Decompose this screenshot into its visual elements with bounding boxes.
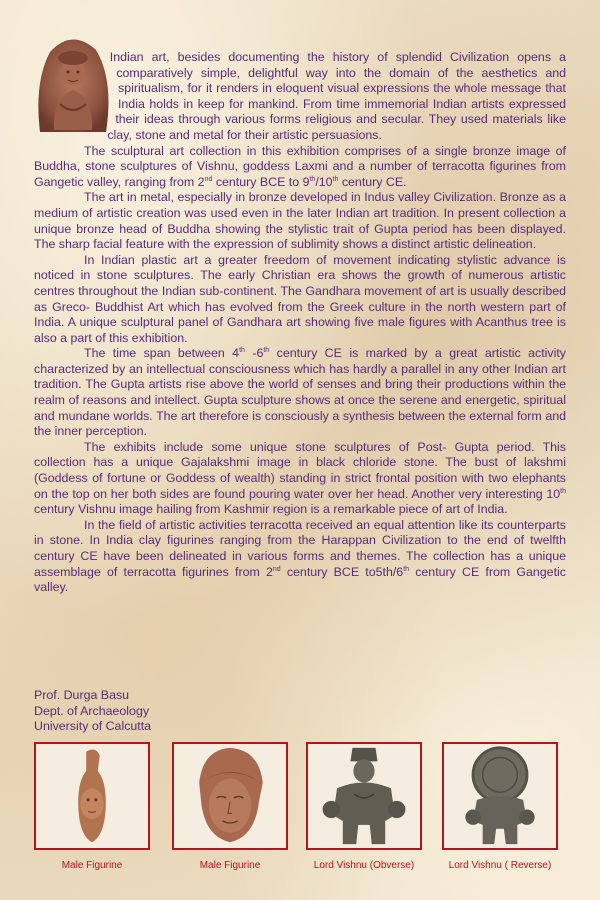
terracotta-head-image — [174, 744, 286, 848]
author-signature — [34, 688, 151, 735]
gallery-caption-2: Male Figurine — [199, 860, 261, 871]
essay-paragraph-3: The art in metal, especially in bronze developed in Indus valley Civilization. Bronze as a medium of artistic creation was used even in the later Indian art tradition. In present collection a unique bronze head of Buddha showing the stylistic trait of Gupta period has been displayed. The sharp facial feature with the expression of sublimity shows a distinct artistic delineation. — [34, 190, 566, 252]
author-name: Prof. Durga Basu — [34, 688, 130, 702]
essay-paragraph-5: The time span between 4th -6th century CE is marked by a great artistic activity characterized by an intellectual consciousness which has hardly a parallel in any other Indian art tradition. The Gupta artists rise above the world of senses and bring their productions within the realm of reasons and intellect. Gupta sculpture shows at once the serene and energetic, spiritual and mundane worlds. The art therefore is consciously a synthesis between the external form and the inner perception. — [34, 346, 567, 439]
vishnu-reverse-image — [444, 744, 556, 848]
essay-paragraph-7: In the field of artistic activities terracotta received an equal attention like its counterparts in stone. In India clay figurines ranging from the Harappan Civilization to the end of twelfth century CE have been delineated in various forms and themes. The collection has a unique assemblage of terracotta figurines from 2nd century BCE to5th/6th century CE from Gangetic valley. — [34, 517, 566, 595]
gallery-caption-3: Lord Vishnu (Obverse) — [313, 860, 415, 871]
gallery-frame-3 — [306, 742, 422, 850]
artifact-gallery — [0, 742, 600, 882]
gallery-frame-1 — [34, 742, 150, 850]
gallery-caption-4: Lord Vishnu ( Reverse) — [448, 860, 552, 871]
terracotta-plaque-image — [32, 32, 114, 140]
author-department: Dept. of Archaeology — [34, 703, 150, 718]
essay-paragraph-6: The exhibits include some unique stone sculptures of Post- Gupta period. This collection has a unique Gajalakshmi image in black chloride stone. The bust of lakshmi (Goddess of fortune or Goddess of wealth) standing in strict frontal position with two elephants on the top on her both sides are found pouring water over her head. Another very interesting 10th century Vishnu image hailing from Kashmir region is a remarkable piece of art of India. — [34, 439, 566, 517]
vishnu-obverse-image — [308, 744, 420, 848]
essay — [34, 50, 566, 596]
essay-paragraph-4: In Indian plastic art a greater freedom of movement indicating stylistic advance is noticed in stone sculptures. The early Christian era shows the growth of numerous artistic centres throughout the Indian sub-continent. The Gandhara movement of art is usually described as Greco- Buddhist Art which has evolved from the Greek culture in the north western part of India. A unique sculptural panel of Gandhara art showing five male figures with Acanthus tree is also a part of this exhibition. — [34, 252, 566, 345]
essay-paragraph-2: The sculptural art collection in this exhibition comprises of a single bronze image of Buddha, stone sculptures of Vishnu, goddess Laxmi and a number of terracotta figurines from Gangetic valley, ranging from 2nd century BCE to 9th/10th century CE. — [34, 143, 566, 189]
author-university: University of Calcutta — [34, 719, 152, 734]
gallery-caption-1: Male Figurine — [61, 860, 123, 871]
essay-paragraph-1: Indian art, besides documenting the history of splendid Civilization opens a comparatively simple, delightful way into the domain of the aesthetics and spiritualism, for it renders in eloquent visual expressions the whole message that India holds in keep for mankind. From time immemorial Indian artists expressed their ideas through various forms religious and secular. They used materials like clay, stone and metal for their artistic persuasions. — [107, 50, 566, 142]
gallery-frame-2 — [172, 742, 288, 850]
terracotta-figure-image — [36, 744, 148, 848]
gallery-frame-4 — [442, 742, 558, 850]
